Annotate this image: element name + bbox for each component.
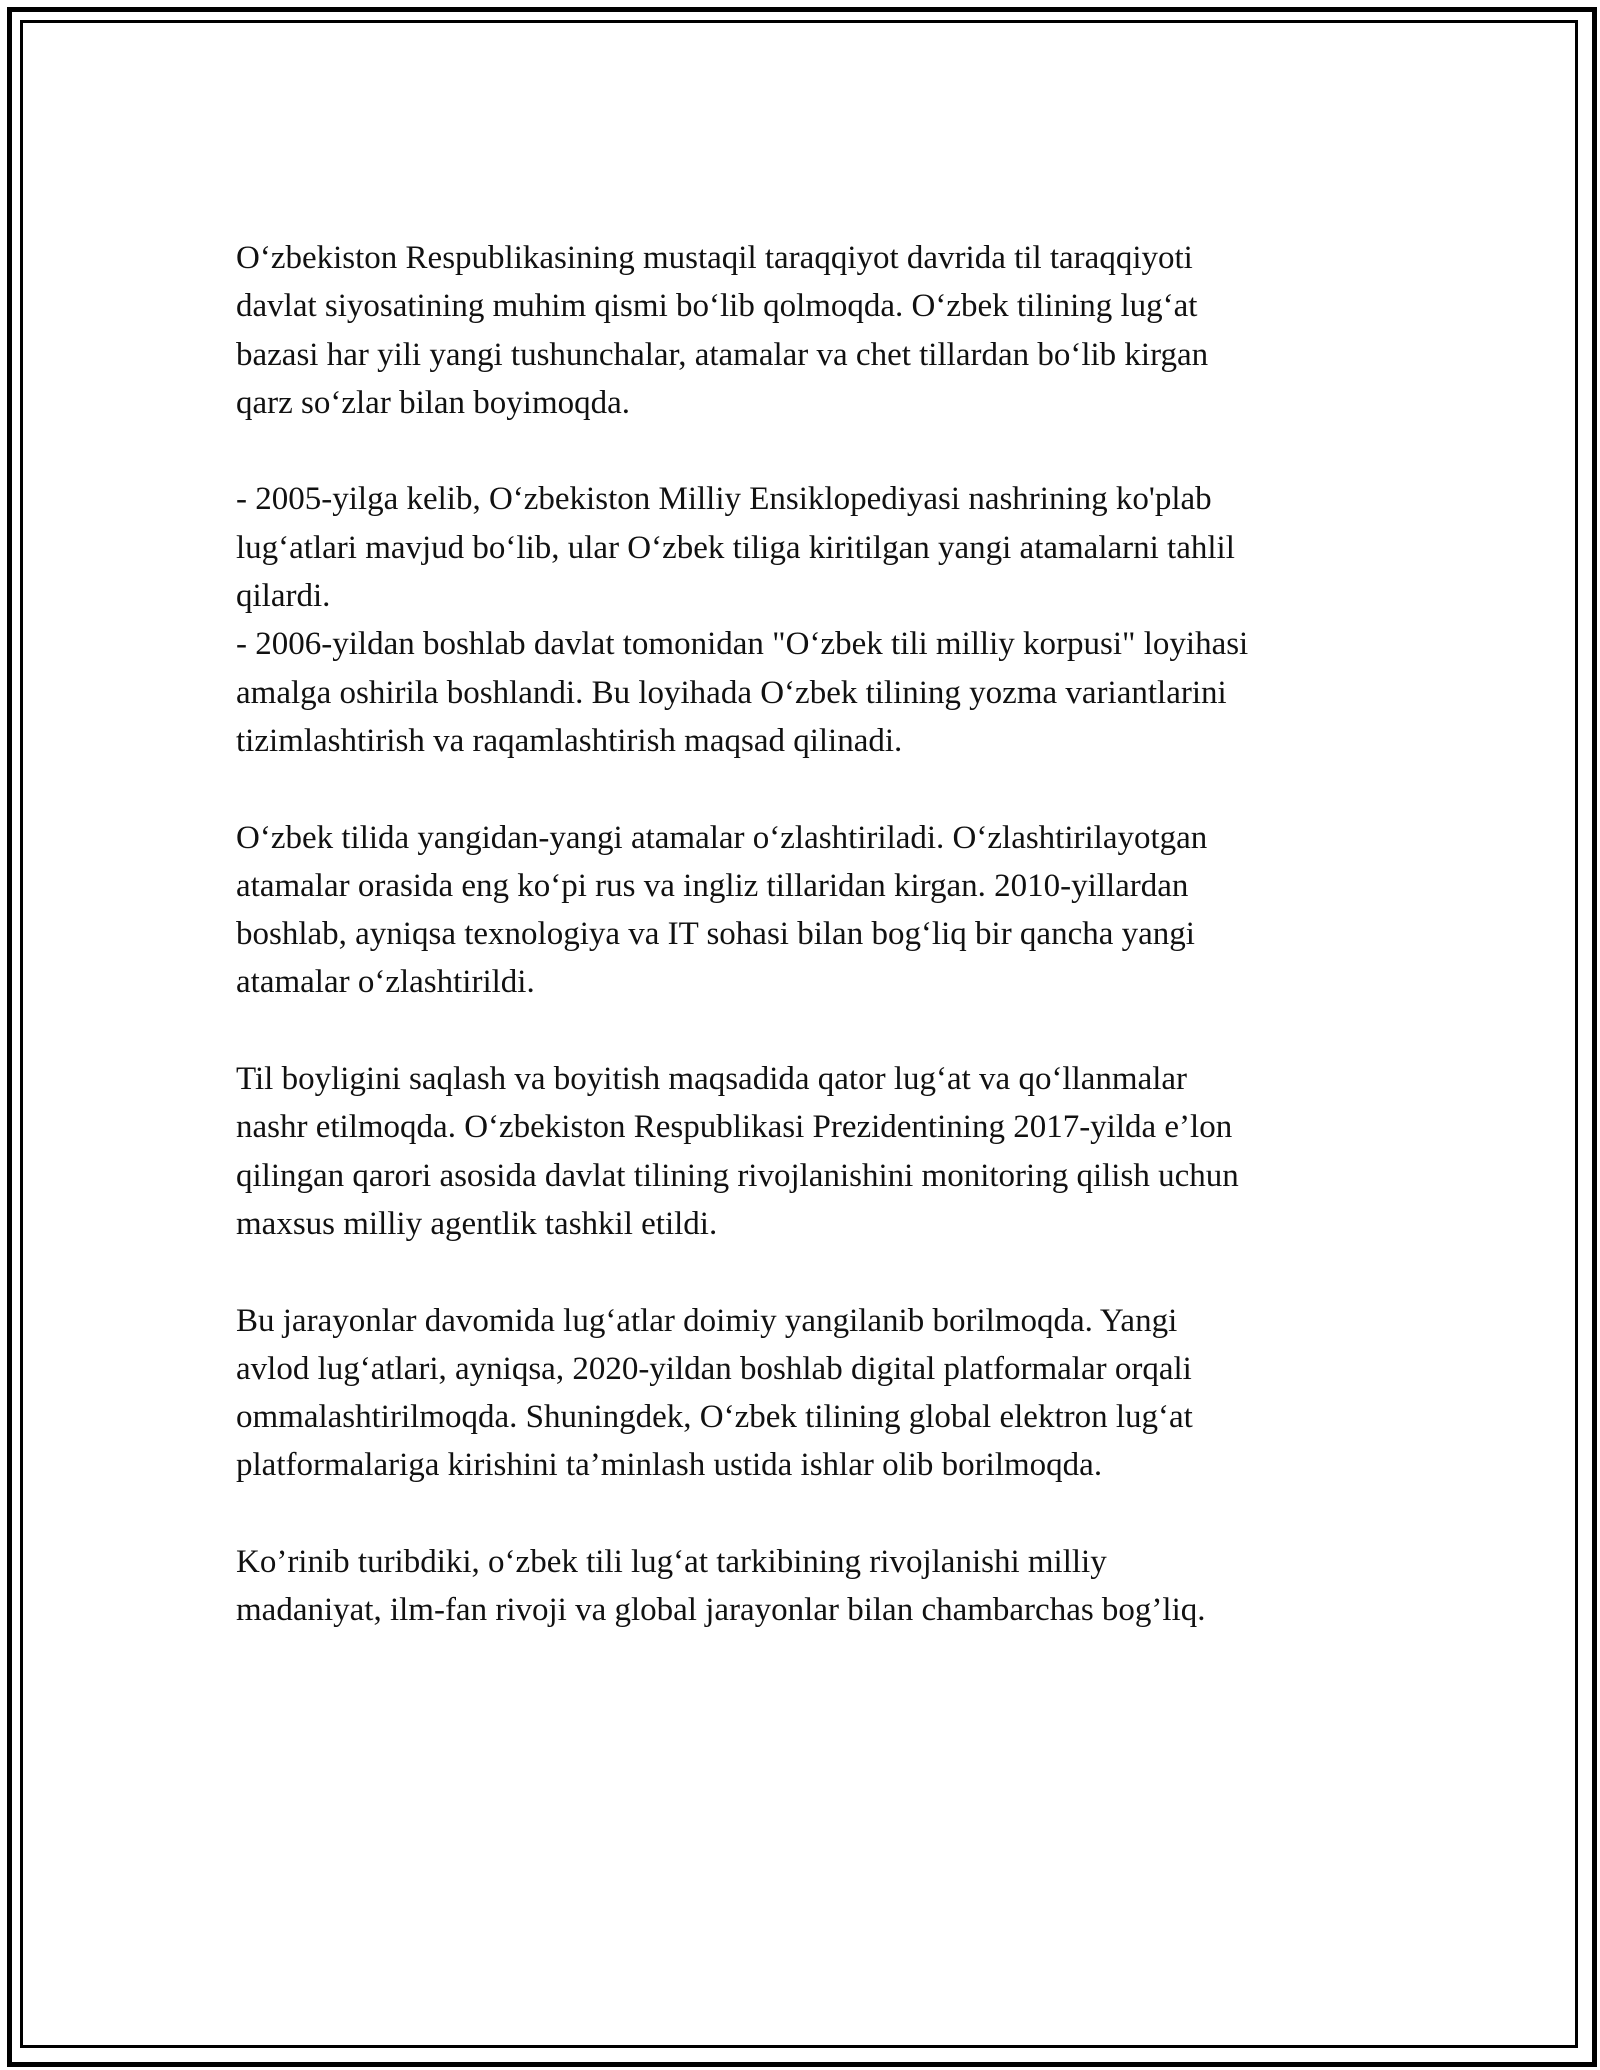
text-line: avlod lug‘atlari, ayniqsa, 2020-yildan boshlab digital platformalar orqali [236,1350,1192,1387]
text-line: ommalashtirilmoqda. Shuningdek, O‘zbek tilining global elektron lug‘at [236,1399,1193,1436]
text-line: qilardi. [236,578,331,615]
text-line: amalga oshirila boshlandi. Bu loyihada O‘zbek tilining yozma variantlarini [236,674,1227,711]
document-body [236,234,1376,1635]
paragraph-digital-platforms [236,1297,1376,1490]
text-line: davlat siyosatining muhim qismi bo‘lib qolmoqda. O‘zbek tilining lug‘at [236,288,1198,325]
text-line: Ko’rinib turibdiki, o‘zbek tili lug‘at tarkibining rivojlanishi milliy [236,1544,1107,1581]
text-line: atamalar orasida eng ko‘pi rus va ingliz tillaridan kirgan. 2010-yillardan [236,867,1189,904]
text-line: Bu jarayonlar davomida lug‘atlar doimiy yangilanib borilmoqda. Yangi [236,1302,1178,1339]
text-line: qarz so‘zlar bilan boyimoqda. [236,384,631,421]
text-line: atamalar o‘zlashtirildi. [236,964,535,1001]
paragraph-dictionaries [236,1055,1376,1248]
text-line: platformalariga kirishini ta’minlash ustida ishlar olib borilmoqda. [236,1447,1103,1484]
text-line: qilingan qarori asosida davlat tilining rivojlanishini monitoring qilish uchun [236,1157,1239,1194]
text-line: maxsus milliy agentlik tashkil etildi. [236,1205,718,1242]
text-line: - 2006-yildan boshlab davlat tomonidan "O‘zbek tili milliy korpusi" loyihasi [236,626,1249,663]
paragraph-intro [236,234,1376,427]
text-line: bazasi har yili yangi tushunchalar, atamalar va chet tillardan bo‘lib kirgan [236,336,1209,373]
text-line: - 2005-yilga kelib, O‘zbekiston Milliy Ensiklopediyasi nashrining ko'plab [236,481,1212,518]
text-line: O‘zbek tilida yangidan-yangi atamalar o‘zlashtiriladi. O‘zlashtirilayotgan [236,819,1208,856]
paragraph-list-item-2005 [236,475,1376,620]
text-line: tizimlashtirish va raqamlashtirish maqsad qilinadi. [236,722,903,759]
text-line: nashr etilmoqda. O‘zbekiston Respublikasi Prezidentining 2017-yilda e’lon [236,1109,1233,1146]
paragraph-conclusion [236,1538,1376,1635]
paragraph-borrowed-terms [236,814,1376,1007]
text-line: madaniyat, ilm-fan rivoji va global jarayonlar bilan chambarchas bog’liq. [236,1592,1206,1629]
text-line: Til boyligini saqlash va boyitish maqsadida qator lug‘at va qo‘llanmalar [236,1061,1188,1098]
paragraph-list-item-2006 [236,620,1376,765]
text-line: lug‘atlari mavjud bo‘lib, ular O‘zbek tiliga kiritilgan yangi atamalarni tahlil [236,529,1235,566]
text-line: boshlab, ayniqsa texnologiya va IT sohasi bilan bog‘liq bir qancha yangi [236,916,1195,953]
text-line: O‘zbekiston Respublikasining mustaqil taraqqiyot davrida til taraqqiyoti [236,240,1193,276]
